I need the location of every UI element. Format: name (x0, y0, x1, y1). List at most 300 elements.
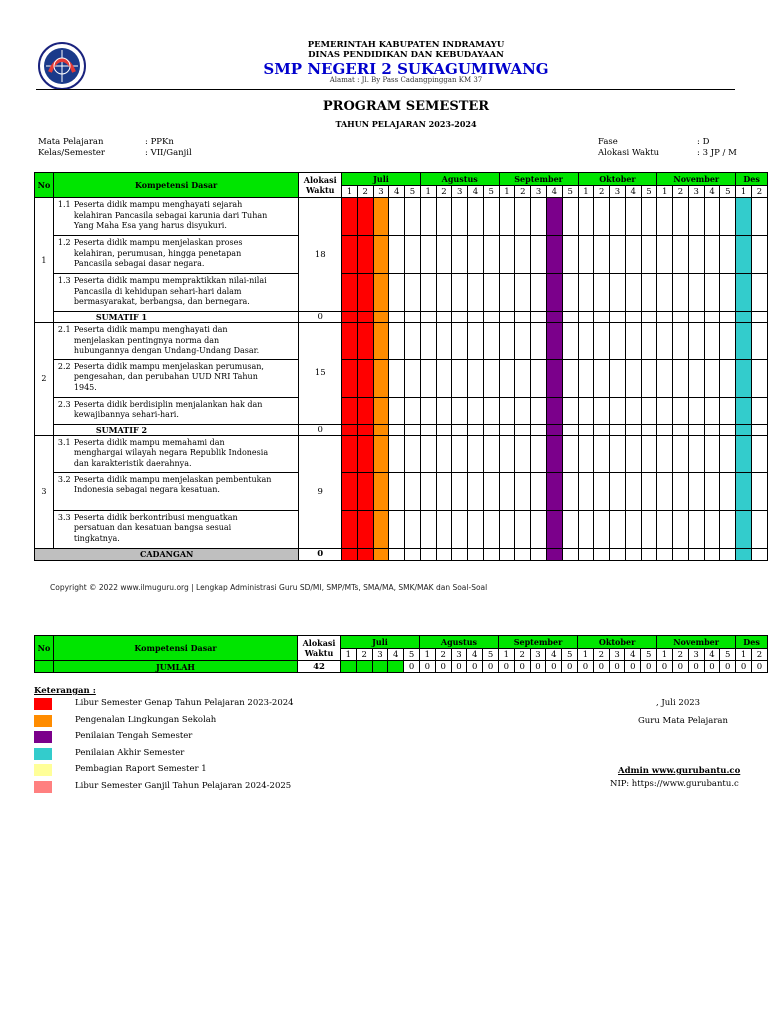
week-cell (594, 274, 610, 312)
week-cell (420, 435, 436, 472)
week-total-cell: 0 (625, 661, 641, 673)
week-cell (657, 424, 673, 435)
summary-month-header: Agustus (419, 636, 498, 649)
kd-text: Peserta didik mampu menjelaskan perumusan, pengesahan, dan perubahan UUD NRI Tahun 1945. (73, 361, 264, 392)
main-week-number: 1 (499, 186, 515, 198)
mapel-label: Mata Pelajaran (38, 137, 104, 147)
week-cell (420, 397, 436, 424)
week-cell (562, 274, 578, 312)
week-cell (405, 323, 421, 360)
week-cell (594, 236, 610, 274)
week-cell (342, 510, 358, 548)
week-cell (673, 312, 689, 323)
week-cell (468, 312, 484, 323)
week-cell (531, 548, 547, 560)
week-cell (736, 274, 752, 312)
week-cell (546, 397, 562, 424)
week-cell (389, 548, 405, 560)
week-cell (688, 312, 704, 323)
page-title: PROGRAM SEMESTER (322, 99, 490, 114)
group-number: 1 (35, 198, 54, 323)
summary-month-header: Juli (340, 636, 419, 649)
kd-number: 2.2 (57, 361, 71, 371)
week-cell (405, 435, 421, 472)
week-cell (531, 472, 547, 510)
summary-week-number: 4 (704, 649, 720, 661)
week-total-cell: 0 (578, 661, 594, 673)
week-cell (483, 274, 499, 312)
week-cell (436, 472, 452, 510)
week-cell (578, 323, 594, 360)
week-cell (357, 424, 373, 435)
sumatif-row (35, 424, 768, 435)
school-name: SMP NEGERI 2 SUKAGUMIWANG (263, 60, 549, 78)
week-cell (531, 359, 547, 397)
week-cell (499, 198, 515, 236)
week-cell (420, 236, 436, 274)
week-cell (578, 435, 594, 472)
fase-label: Fase (598, 137, 618, 147)
week-cell (578, 548, 594, 560)
kd-row (35, 198, 768, 236)
week-cell (420, 312, 436, 323)
summary-week-number: 1 (578, 649, 594, 661)
kd-number: 1.3 (57, 276, 71, 285)
main-header-kd: Kompetensi Dasar (53, 173, 298, 198)
week-cell (389, 312, 405, 323)
week-cell (515, 198, 531, 236)
week-cell (673, 397, 689, 424)
week-cell (499, 510, 515, 548)
kd-cell (53, 236, 298, 274)
cadangan-label: CADANGAN (35, 548, 299, 560)
main-week-number: 2 (751, 186, 767, 198)
kd-cell (53, 274, 298, 312)
main-month-header: Oktober (578, 173, 657, 186)
week-cell (641, 424, 657, 435)
week-cell (483, 359, 499, 397)
week-cell (436, 274, 452, 312)
week-cell (625, 435, 641, 472)
week-cell (704, 359, 720, 397)
week-cell (483, 323, 499, 360)
week-cell (625, 198, 641, 236)
kd-number: 1.1 (57, 200, 71, 209)
main-header-no: No (35, 173, 54, 198)
week-cell (389, 435, 405, 472)
week-cell (625, 510, 641, 548)
week-cell (751, 274, 767, 312)
week-cell (531, 435, 547, 472)
week-cell (704, 548, 720, 560)
summary-header-alokasi: Alokasi Waktu (298, 636, 341, 661)
week-cell (436, 510, 452, 548)
week-cell (736, 472, 752, 510)
kd-cell (53, 510, 298, 548)
main-month-header: Juli (342, 173, 421, 186)
week-cell (420, 198, 436, 236)
week-cell (483, 510, 499, 548)
kd-number: 3.2 (57, 474, 71, 484)
week-cell (751, 397, 767, 424)
summary-month-header: November (657, 636, 736, 649)
week-total-cell: 0 (467, 661, 483, 673)
week-cell (436, 359, 452, 397)
week-cell (531, 323, 547, 360)
legend-label: Libur Semester Genap Tahun Pelajaran 2023-2024 (75, 698, 294, 708)
week-cell (405, 236, 421, 274)
main-week-number: 5 (720, 186, 736, 198)
summary-week-number: 4 (625, 649, 641, 661)
week-cell (578, 510, 594, 548)
signature-role: Guru Mata Pelajaran (638, 716, 728, 726)
sumatif-row (35, 312, 768, 323)
week-cell (357, 510, 373, 548)
week-cell (657, 359, 673, 397)
week-cell (436, 548, 452, 560)
main-week-number: 1 (420, 186, 436, 198)
kd-cell (53, 472, 298, 510)
week-cell (673, 548, 689, 560)
week-cell (342, 274, 358, 312)
week-cell (468, 274, 484, 312)
week-cell (420, 548, 436, 560)
week-cell (751, 236, 767, 274)
week-cell (468, 435, 484, 472)
week-cell (704, 435, 720, 472)
week-cell (751, 312, 767, 323)
week-cell (342, 359, 358, 397)
week-cell (657, 236, 673, 274)
fase-value: : D (697, 137, 710, 147)
week-cell (546, 236, 562, 274)
week-cell (594, 323, 610, 360)
week-cell (389, 472, 405, 510)
main-week-number: 3 (610, 186, 626, 198)
legend-swatch (34, 731, 52, 743)
week-total-cell (356, 661, 372, 673)
week-cell (751, 510, 767, 548)
week-cell (357, 359, 373, 397)
week-cell (389, 510, 405, 548)
week-cell (483, 236, 499, 274)
main-week-number: 3 (373, 186, 389, 198)
week-cell (373, 198, 389, 236)
week-cell (610, 435, 626, 472)
signature-name: Admin www.gurubantu.co (618, 766, 741, 776)
legend-label: Penilaian Akhir Semester (75, 747, 185, 758)
week-cell (594, 359, 610, 397)
week-cell (562, 397, 578, 424)
summary-week-number: 3 (609, 649, 625, 661)
main-week-number: 1 (736, 186, 752, 198)
week-cell (515, 548, 531, 560)
kd-row (35, 510, 768, 548)
week-cell (357, 548, 373, 560)
alokasi-label: Alokasi Waktu (598, 148, 660, 158)
week-cell (562, 424, 578, 435)
summary-week-number: 1 (657, 649, 673, 661)
week-cell (720, 274, 736, 312)
week-cell (641, 472, 657, 510)
week-cell (751, 359, 767, 397)
week-cell (641, 548, 657, 560)
week-total-cell: 0 (514, 661, 530, 673)
week-cell (641, 312, 657, 323)
main-month-header: September (499, 173, 578, 186)
week-cell (657, 472, 673, 510)
week-cell (515, 323, 531, 360)
week-cell (673, 323, 689, 360)
week-total-cell: 0 (704, 661, 720, 673)
week-cell (736, 312, 752, 323)
week-cell (610, 323, 626, 360)
week-cell (389, 323, 405, 360)
summary-week-number: 1 (736, 649, 752, 661)
legend-swatch (34, 715, 52, 727)
kd-cell (53, 323, 298, 360)
main-week-number: 2 (357, 186, 373, 198)
legend-label: Pengenalan Lingkungan Sekolah (75, 714, 217, 725)
week-cell (610, 397, 626, 424)
week-cell (625, 548, 641, 560)
week-cell (562, 312, 578, 323)
legend-swatch (34, 781, 52, 793)
week-cell (468, 472, 484, 510)
kd-text: Peserta didik mampu menghayati sejarah kelahiran Pancasila sebagai karunia dari Tuhan Yang Maha Esa yang harus disyukuri. (73, 200, 268, 230)
week-cell (546, 435, 562, 472)
legend-label: Penilaian Tengah Semester (75, 731, 193, 741)
week-cell (641, 435, 657, 472)
week-cell (373, 472, 389, 510)
week-cell (373, 274, 389, 312)
week-cell (531, 236, 547, 274)
week-cell (405, 359, 421, 397)
week-cell (704, 424, 720, 435)
week-cell (688, 472, 704, 510)
header-divider (36, 89, 735, 90)
week-cell (578, 397, 594, 424)
main-month-header: November (657, 173, 736, 186)
week-cell (673, 274, 689, 312)
signature-date: , Juli 2023 (656, 698, 701, 708)
week-cell (673, 359, 689, 397)
week-cell (578, 472, 594, 510)
week-cell (736, 323, 752, 360)
week-cell (610, 472, 626, 510)
kd-row (35, 274, 768, 312)
week-cell (688, 274, 704, 312)
week-cell (736, 397, 752, 424)
week-cell (468, 397, 484, 424)
week-cell (499, 435, 515, 472)
week-cell (483, 312, 499, 323)
kd-number: 3.1 (57, 437, 71, 447)
week-cell (405, 397, 421, 424)
summary-week-number: 2 (435, 649, 451, 661)
main-week-number: 2 (515, 186, 531, 198)
week-cell (452, 312, 468, 323)
summary-week-number: 5 (641, 649, 657, 661)
main-week-number: 4 (468, 186, 484, 198)
week-cell (452, 198, 468, 236)
week-cell (373, 424, 389, 435)
week-cell (594, 548, 610, 560)
week-cell (468, 548, 484, 560)
kd-row (35, 397, 768, 424)
week-cell (736, 359, 752, 397)
summary-week-number: 5 (483, 649, 499, 661)
week-cell (625, 472, 641, 510)
week-cell (657, 274, 673, 312)
week-cell (751, 323, 767, 360)
kd-cell (53, 198, 298, 236)
week-cell (436, 435, 452, 472)
main-month-header: Des (736, 173, 768, 186)
summary-week-number: 5 (404, 649, 420, 661)
week-cell (515, 397, 531, 424)
week-cell (625, 359, 641, 397)
week-cell (357, 397, 373, 424)
week-cell (641, 323, 657, 360)
main-week-number: 5 (483, 186, 499, 198)
week-cell (357, 274, 373, 312)
kd-row (35, 323, 768, 360)
main-week-number: 1 (578, 186, 594, 198)
kd-cell (53, 359, 298, 397)
week-cell (420, 274, 436, 312)
week-cell (342, 198, 358, 236)
week-cell (546, 424, 562, 435)
week-cell (720, 472, 736, 510)
legend-title: Keterangan : (34, 686, 96, 696)
week-cell (704, 198, 720, 236)
jumlah-label: JUMLAH (53, 661, 297, 673)
summary-week-number: 5 (562, 649, 578, 661)
summary-week-number: 3 (530, 649, 546, 661)
week-cell (641, 274, 657, 312)
week-cell (562, 472, 578, 510)
week-cell (420, 323, 436, 360)
week-cell (436, 397, 452, 424)
week-cell (625, 312, 641, 323)
main-week-number: 1 (657, 186, 673, 198)
week-cell (452, 359, 468, 397)
kd-text: Peserta didik berkontribusi menguatkan persatuan dan kesatuan bangsa sesuai tingkatnya. (73, 512, 238, 543)
week-cell (389, 198, 405, 236)
week-cell (436, 236, 452, 274)
week-cell (342, 424, 358, 435)
week-cell (468, 424, 484, 435)
week-cell (720, 323, 736, 360)
week-total-cell: 0 (530, 661, 546, 673)
week-cell (688, 236, 704, 274)
summary-week-number: 1 (498, 649, 514, 661)
sumatif-label: SUMATIF 2 (53, 424, 298, 435)
kd-number: 2.1 (57, 325, 71, 334)
week-cell (610, 236, 626, 274)
week-cell (452, 548, 468, 560)
week-cell (673, 198, 689, 236)
week-cell (578, 274, 594, 312)
week-cell (751, 198, 767, 236)
week-total-cell (388, 661, 404, 673)
week-cell (751, 424, 767, 435)
cadangan-row (35, 548, 768, 560)
week-total-cell: 0 (609, 661, 625, 673)
week-cell (373, 397, 389, 424)
kd-row (35, 236, 768, 274)
week-cell (499, 424, 515, 435)
week-cell (373, 236, 389, 274)
week-cell (499, 548, 515, 560)
main-week-number: 2 (673, 186, 689, 198)
week-cell (751, 435, 767, 472)
page-subtitle: TAHUN PELAJARAN 2023-2024 (335, 119, 477, 129)
week-cell (751, 548, 767, 560)
week-total-cell: 0 (736, 661, 752, 673)
summary-table (34, 635, 768, 673)
week-cell (610, 198, 626, 236)
copyright-text: Copyright © 2022 www.ilmuguru.org | Lengkap Administrasi Guru SD/MI, SMP/MTs, SMA/MA, SMK/MAK dan Soal-Soal (50, 583, 488, 592)
week-cell (357, 472, 373, 510)
main-week-number: 3 (452, 186, 468, 198)
week-cell (468, 236, 484, 274)
week-cell (610, 424, 626, 435)
week-cell (357, 435, 373, 472)
kd-row (35, 472, 768, 510)
week-cell (657, 510, 673, 548)
kd-text: Peserta didik mampu memahami dan menghargai wilayah negara Republik Indonesia dan karakteristik daerahnya. (73, 437, 269, 468)
jumlah-row (35, 661, 768, 673)
week-cell (373, 312, 389, 323)
kd-number: 1.2 (57, 238, 71, 247)
signature-nip: NIP: https://www.gurubantu.c (610, 779, 739, 789)
alokasi-value: 15 (299, 323, 342, 425)
week-cell (688, 198, 704, 236)
week-cell (720, 510, 736, 548)
week-cell (342, 435, 358, 472)
legend-swatch (34, 748, 52, 760)
week-cell (342, 548, 358, 560)
kd-text: Peserta didik berdisiplin menjalankan hak dan kewajibannya sehari-hari. (73, 399, 263, 419)
kd-cell (53, 397, 298, 424)
week-cell (405, 274, 421, 312)
week-cell (688, 323, 704, 360)
week-cell (420, 424, 436, 435)
week-cell (405, 424, 421, 435)
week-cell (389, 359, 405, 397)
week-cell (688, 510, 704, 548)
alokasi-value: 18 (299, 198, 342, 312)
week-cell (468, 359, 484, 397)
week-cell (468, 323, 484, 360)
main-week-number: 4 (546, 186, 562, 198)
week-total-cell: 0 (435, 661, 451, 673)
week-cell (736, 435, 752, 472)
week-cell (594, 397, 610, 424)
week-cell (641, 236, 657, 274)
week-cell (688, 435, 704, 472)
summary-week-number: 1 (419, 649, 435, 661)
week-cell (751, 472, 767, 510)
week-cell (578, 198, 594, 236)
kd-cell (53, 435, 298, 472)
main-week-number: 2 (594, 186, 610, 198)
week-cell (373, 359, 389, 397)
week-total-cell: 0 (593, 661, 609, 673)
week-cell (610, 510, 626, 548)
